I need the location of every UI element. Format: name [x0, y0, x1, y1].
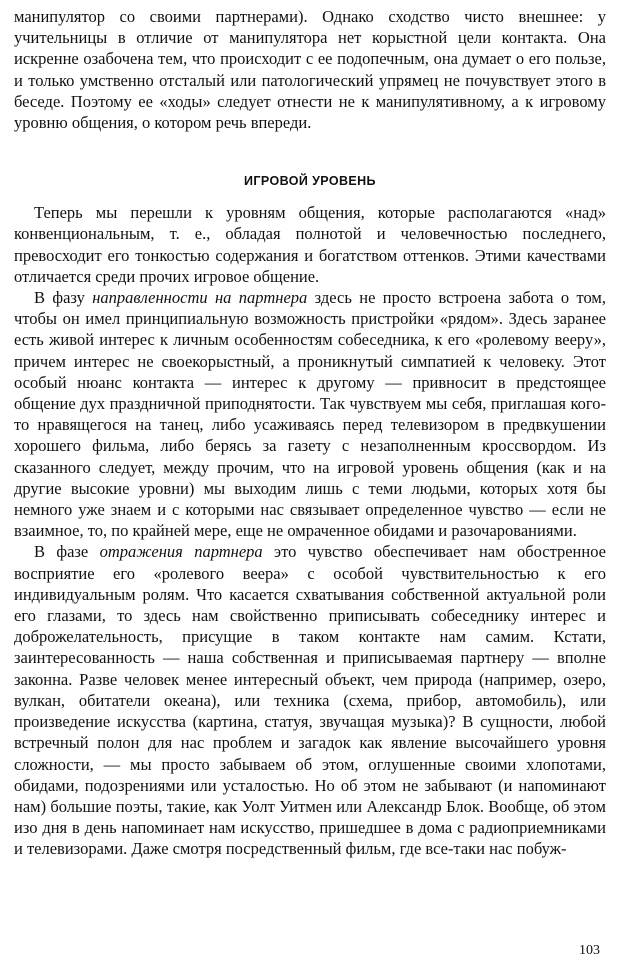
paragraph-2-emphasis: направленности на партнера: [92, 288, 308, 308]
paragraph-2-rest: здесь не просто встроена забота о том, чтобы он имел принципиальную возможность пристройки «рядом». Здесь заранее есть живой интерес к личным особенностям собеседника, к его «ролевому вееру», причем интерес не своекорыстный, а проникнутый симпатией к человеку. Этот особый нюанс контакта — интерес к другому — привносит в предстоящее общение дух праздничной приподнятости. Так чувствуем мы себя, приглашая кого-то нравящегося на танец, либо усаживаясь перед телевизором в предвкушении хорошего фильма, либо берясь за газету с незаполненным кроссвордом. Из сказанного следует, между прочим, что на игровой уровень общения (как и на другие высокие уровни) мы выходим лишь с теми людьми, которых хотя бы немного уже знаем и с которыми нас связывает определенное чувство — если не взаимное, то, по крайней мере, еще не омраченное обидами и разочарованиями.: [14, 288, 606, 541]
paragraph-1: Теперь мы перешли к уровням общения, которые располагаются «над» конвенциональным, т. е., обладая полнотой и человечностью последнего, превосходит его тонкостью содержания и богатством оттенков. Этими качествами отличается среди прочих игровое общение.: [14, 203, 606, 286]
section-heading: ИГРОВОЙ УРОВЕНЬ: [244, 174, 376, 189]
paragraph-3-lead: В фазе: [34, 542, 100, 562]
paragraph-3: [14, 541, 606, 859]
intro-paragraph: манипулятор со своими партнерами). Однако сходство чисто внешнее: у учительницы в отличие от манипулятора нет корыстной цели контакта. Она искренне озабочена тем, что происходит с ее подопечным, она думает о его пользе, и только умственно отсталый или патологический упрямец не почувствует этого в беседе. Поэтому ее «ходы» следует отнести не к манипулятивному, а к игровому уровню общения, о котором речь впереди.: [14, 7, 606, 133]
paragraph-2-lead: В фазу: [34, 288, 93, 308]
paragraph-3-emphasis: отражения партнера: [99, 542, 263, 562]
paragraph-2: [14, 287, 606, 541]
paragraph-3-rest: это чувство обеспечивает нам обостренное восприятие его «ролевого веера» с особой чувствительностью к его индивидуальным ролям. Что касается схватывания собственной актуальной роли его глазами, то здесь нам свойственно приписывать собеседнику интерес и доброжелательность, присущие в таком контакте нам самим. Кстати, заинтересованность — наша собственная и приписываемая партнеру — вполне законна. Разве человек менее интересный объект, чем природа (например, озеро, вулкан, обитатели океана), или техника (схема, прибор, автомобиль), или произведение искусства (картина, статуя, звучащая музыка)? В сущности, любой встречный полон для нас проблем и загадок как явление высочайшего уровня сложности, — мы просто забываем об этом, оглушенные своими хлопотами, обидами, подозрениями или усталостью. Но об этом не забывают (и напоминают нам) большие поэты, такие, как Уолт Уитмен или Александр Блок. Вообще, об этом изо дня в день напоминает нам искусство, пришедшее в дома с радиоприемниками и телевизорами. Даже смотря посредственный фильм, где все-таки нас побуж-: [14, 542, 606, 859]
page-number: 103: [579, 943, 600, 958]
